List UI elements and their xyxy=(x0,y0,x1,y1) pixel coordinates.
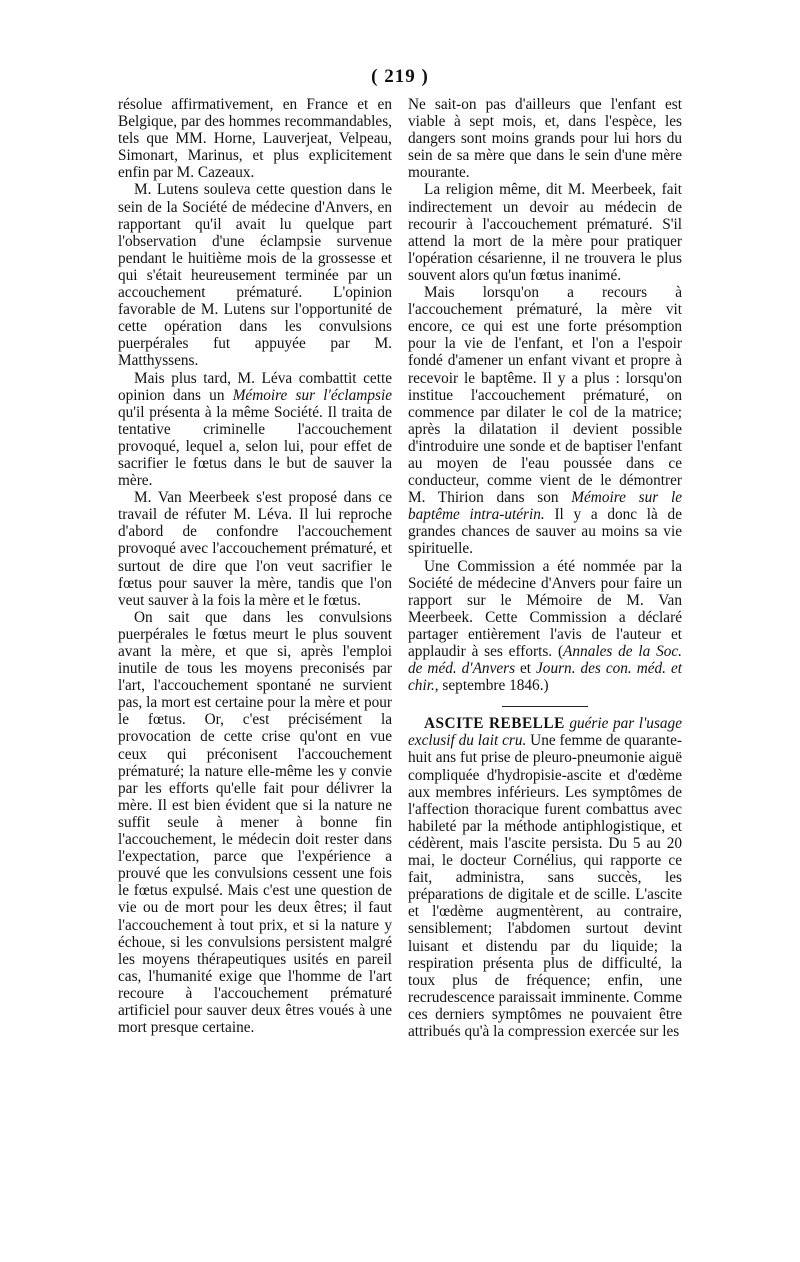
left-column xyxy=(118,96,392,1036)
right-column xyxy=(408,96,682,1040)
paragraph: Ne sait-on pas d'ailleurs que l'enfant est viable à sept mois, et, dans l'espèce, les dangers sont moins grands pour lui hors du sein de sa mère que dans le sein d'une mère mourante. xyxy=(408,96,682,182)
citation: Annales de la Soc. de méd. d'Anvers xyxy=(408,643,682,678)
article-heading: ASCITE REBELLE xyxy=(424,715,565,733)
memoir-title: Mémoire sur le baptême intra-utérin. xyxy=(408,489,682,524)
section-divider xyxy=(502,706,588,707)
paragraph: La religion même, dit M. Meerbeek, fait indirectement un devoir au médecin de recourir à l'accouchement prématuré. S'il attend la mort de la mère pour pratiquer l'opération césarienne, il ne trouvera le plus souvent alors qu'un fœtus inanimé. xyxy=(408,181,682,284)
paragraph: M. Lutens souleva cette question dans le sein de la Société de médecine d'Anvers, en rapportant qu'il avait lu quelque part l'observation d'une éclampsie survenue pendant le huitième mois de la grossesse et qui s'était heureusement terminée par un accouchement prématuré. L'opinion favorable de M. Lutens sur l'opportunité de cette opération dans les convulsions puerpérales fut appuyée par M. Matthyssens. xyxy=(118,181,392,370)
paragraph: M. Van Meerbeek s'est proposé dans ce travail de réfuter M. Léva. Il lui reproche d'abord de confondre l'accouchement provoqué avec l'accouchement prématuré, et surtout de dire que l'on veut sacrifier le fœtus pour sauver la mère, tandis que l'on veut sauver à la fois la mère et le fœtus. xyxy=(118,489,392,609)
citation: Journ. des con. méd. et chir. xyxy=(408,660,682,695)
article-paragraph: ASCITE REBELLE guérie par l'usage exclusif du lait cru. Une femme de quarante-huit ans fut prise de pleuro-pneumonie aiguë compliquée d'hydropisie-ascite et d'œdème aux membres inférieurs. Les symptômes de l'affection thoracique furent combattus avec habileté par la méthode antiphlogistique, et cédèrent, mais l'ascite persista. Du 5 au 20 mai, le docteur Cornélius, qui rapporte ce fait, administra, sans succès, les préparations de digitale et de scille. L'ascite et l'œdème augmentèrent, au contraire, sensiblement; l'abdomen surtout devint luisant et distendu par du liquide; la respiration présenta plus de difficulté, la toux plus de fréquence; enfin, une recrudescence paraissait imminente. Comme ces derniers symptômes ne pouvaient être attribués qu'à la compression exercée sur les xyxy=(408,715,682,1040)
paragraph: Une Commission a été nommée par la Société de médecine d'Anvers pour faire un rapport sur le Mémoire de M. Van Meerbeek. Cette Commission a déclaré partager entièrement l'avis de l'auteur et applaudir à ses efforts. (Annales de la Soc. de méd. d'Anvers et Journ. des con. méd. et chir., septembre 1846.) xyxy=(408,557,682,695)
paragraph: Mais plus tard, M. Léva combattit cette opinion dans un Mémoire sur l'éclampsie qu'il présenta à la même Société. Il traita de tentative criminelle l'accouchement provoqué, lequel a, selon lui, pour effet de sacrifier le fœtus dans le but de sauver la mère. xyxy=(118,369,392,490)
paragraph: On sait que dans les convulsions puerpérales le fœtus meurt le plus souvent avant la mère, et que si, après l'emploi inutile de tous les moyens preconisés par l'art, l'accouchement spontané ne survient pas, la mort est certaine pour la mère et pour le fœtus. Or, c'est précisément la provocation de cette crise qu'ont en vue ceux qui préconisent l'accouchement prématuré; la nature elle-même les y convie par les efforts qu'elle fait pour délivrer la mère. Il est bien évident que si la nature ne suffit seule à mener à bonne fin l'accouchement, le médecin doit rester dans l'expectation, parce que l'expérience a prouvé que les convulsions cessent une fois le fœtus expulsé. Mais c'est une question de vie ou de mort pour les deux êtres; il faut l'accouchement à tout prix, et si la nature y échoue, si les convulsions persistent malgré les moyens thérapeutiques usités en pareil cas, l'humanité exige que l'homme de l'art recoure à l'accouchement prématuré artificiel pour sauver deux êtres voués à une mort presque certaine. xyxy=(118,608,392,1037)
paragraph: résolue affirmativement, en France et en Belgique, par des hommes recommandables, tels que MM. Horne, Lauverjeat, Velpeau, Simonart, Marinus, et plus explicitement enfin par M. Cazeaux. xyxy=(118,96,392,182)
paragraph: Mais lorsqu'on a recours à l'accouchement prématuré, la mère vit encore, ce qui est une forte présomption pour la vie de l'enfant, et l'on a l'espoir fondé d'amener un enfant vivant et propre à recevoir le baptême. Il y a plus : lorsqu'on institue l'accouchement prématuré, on commence par dilater le col de la matrice; après la dilatation il devient possible d'introduire une sonde et de baptiser l'enfant au moyen de l'eau poussée dans ce conducteur, comme vient de le démontrer M. Thirion dans son Mémoire sur le baptême intra-utérin. Il y a donc là de grandes chances de sauver au moins sa vie spirituelle. xyxy=(408,284,682,558)
memoir-title: Mémoire sur l'éclampsie xyxy=(232,386,392,404)
article-heading-subtitle: guérie par l'usage exclusif du lait cru. xyxy=(408,715,682,750)
page-number: ( 219 ) xyxy=(371,66,429,87)
